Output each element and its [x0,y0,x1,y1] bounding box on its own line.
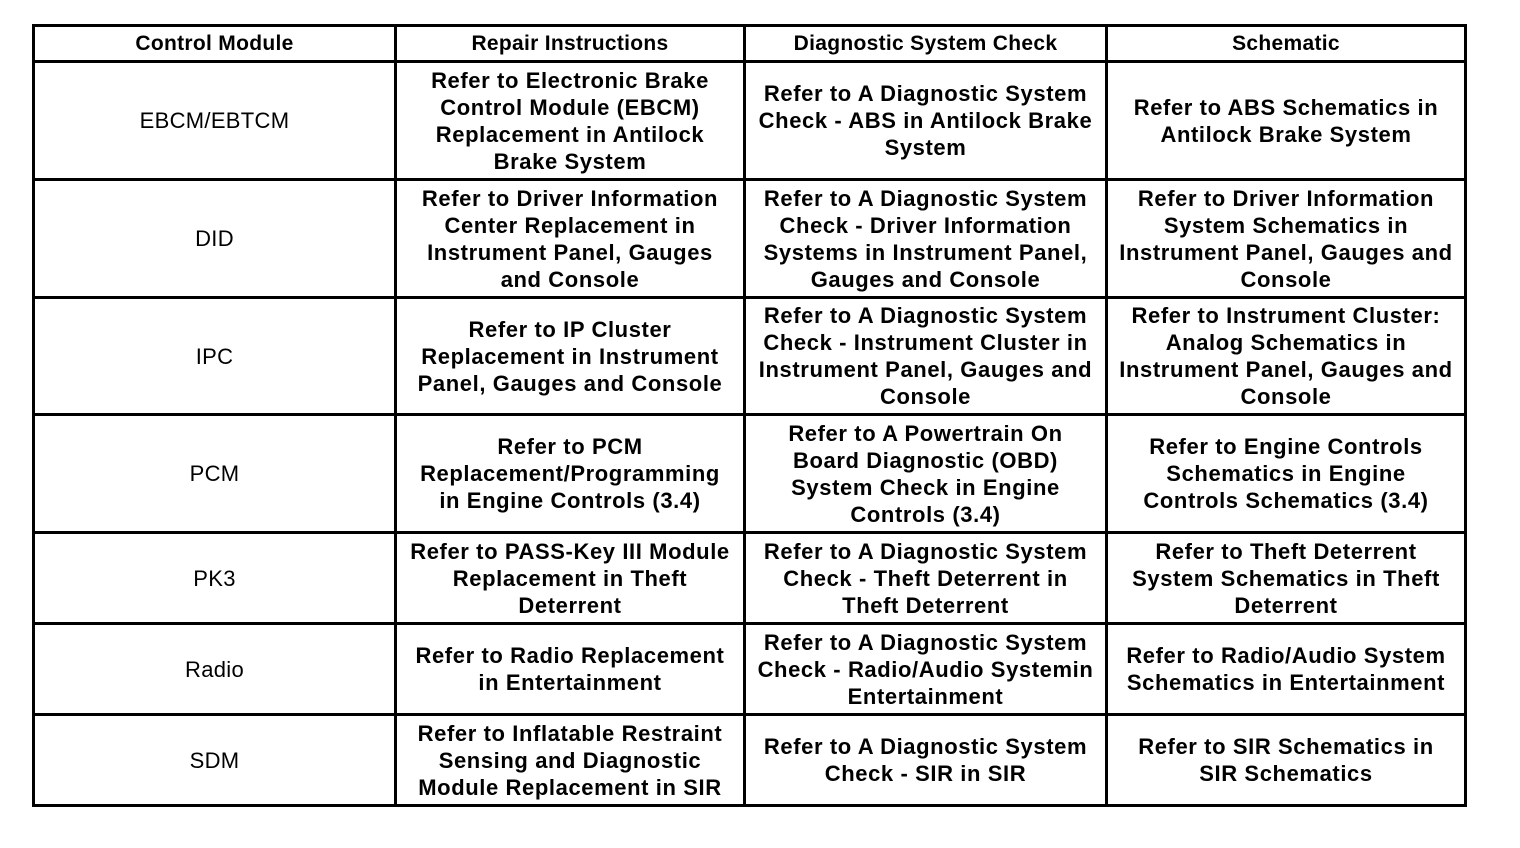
header-schematic: Schematic [1107,26,1466,62]
header-row [34,26,1466,62]
module-cell: DID [34,180,396,298]
table-row [34,415,1466,533]
table-row [34,62,1466,180]
diagnostic-cell: Refer to A Diagnostic System Check - SIR in SIR [745,715,1107,806]
diagnostic-cell: Refer to A Diagnostic System Check - Radio/Audio Systemin Entertainment [745,624,1107,715]
module-cell: PK3 [34,533,396,624]
repair-cell: Refer to IP Cluster Replacement in Instrument Panel, Gauges and Console [396,298,745,415]
table-row [34,624,1466,715]
module-cell: EBCM/EBTCM [34,62,396,180]
module-cell: SDM [34,715,396,806]
module-cell: Radio [34,624,396,715]
diagnostic-cell: Refer to A Diagnostic System Check - ABS in Antilock Brake System [745,62,1107,180]
module-cell: PCM [34,415,396,533]
diagnostic-cell: Refer to A Diagnostic System Check - Driver Information Systems in Instrument Panel, Gauges and Console [745,180,1107,298]
module-cell: IPC [34,298,396,415]
table-row [34,533,1466,624]
table-body [34,62,1466,806]
repair-cell: Refer to Driver Information Center Replacement in Instrument Panel, Gauges and Console [396,180,745,298]
table-header [34,26,1466,62]
diagnostic-cell: Refer to A Powertrain On Board Diagnostic (OBD) System Check in Engine Controls (3.4) [745,415,1107,533]
table-row [34,298,1466,415]
schematic-cell: Refer to Instrument Cluster: Analog Schematics in Instrument Panel, Gauges and Console [1107,298,1466,415]
repair-cell: Refer to Radio Replacement in Entertainment [396,624,745,715]
schematic-cell: Refer to Radio/Audio System Schematics in Entertainment [1107,624,1466,715]
repair-cell: Refer to PASS-Key III Module Replacement in Theft Deterrent [396,533,745,624]
schematic-cell: Refer to SIR Schematics in SIR Schematics [1107,715,1466,806]
repair-cell: Refer to Electronic Brake Control Module (EBCM) Replacement in Antilock Brake System [396,62,745,180]
table-row [34,715,1466,806]
diagnostic-cell: Refer to A Diagnostic System Check - Instrument Cluster in Instrument Panel, Gauges and Console [745,298,1107,415]
header-diagnostic-system-check: Diagnostic System Check [745,26,1107,62]
table-row [34,180,1466,298]
schematic-cell: Refer to ABS Schematics in Antilock Brake System [1107,62,1466,180]
diagnostic-cell: Refer to A Diagnostic System Check - Theft Deterrent in Theft Deterrent [745,533,1107,624]
header-repair-instructions: Repair Instructions [396,26,745,62]
schematic-cell: Refer to Engine Controls Schematics in Engine Controls Schematics (3.4) [1107,415,1466,533]
repair-cell: Refer to PCM Replacement/Programming in Engine Controls (3.4) [396,415,745,533]
schematic-cell: Refer to Driver Information System Schematics in Instrument Panel, Gauges and Console [1107,180,1466,298]
control-module-reference-table [32,24,1467,807]
repair-cell: Refer to Inflatable Restraint Sensing and Diagnostic Module Replacement in SIR [396,715,745,806]
schematic-cell: Refer to Theft Deterrent System Schematics in Theft Deterrent [1107,533,1466,624]
header-control-module: Control Module [34,26,396,62]
